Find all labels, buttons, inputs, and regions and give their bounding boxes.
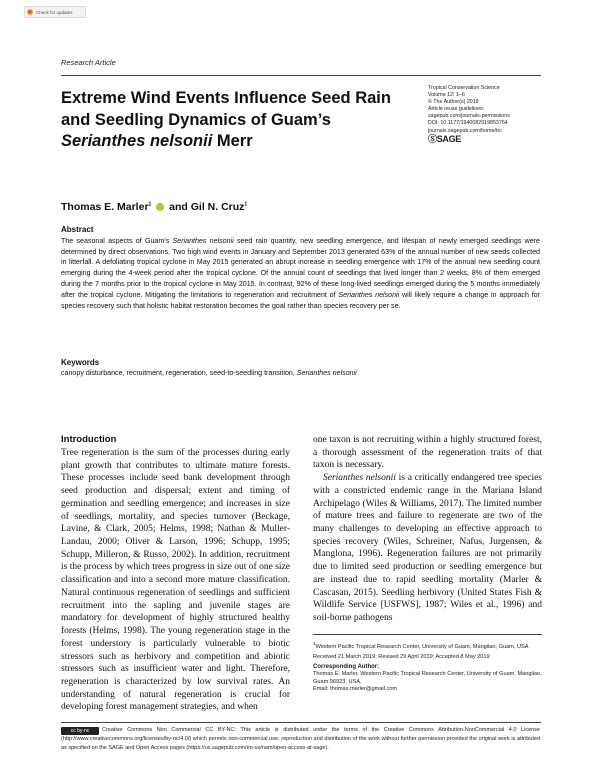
- email-link[interactable]: Email: thomas.marler@gmail.com: [313, 686, 398, 693]
- header-rule: [61, 75, 541, 76]
- authors-and: and: [169, 201, 188, 213]
- abstract-text: will likely require a change in approach for species recovery such that holistic habitat restoration becomes the goal rather than species recovery per se.: [61, 290, 540, 310]
- footnote-rule: [313, 634, 542, 635]
- orcid-icon[interactable]: [156, 203, 164, 211]
- article-type: Research Article: [61, 58, 116, 67]
- sage-logo: ⓈSAGE: [428, 133, 462, 144]
- license-notice: [61, 726, 540, 752]
- cc-by-nc-icon[interactable]: cc by-nc: [61, 727, 99, 735]
- author-name: Thomas E. Marler: [61, 201, 149, 213]
- abstract-species: Serianthes nelsonii: [338, 290, 400, 299]
- keywords-heading: Keywords: [61, 358, 100, 367]
- journal-name: Tropical Conservation Science: [428, 85, 500, 91]
- journal-volume: Volume 12: 1–6: [428, 92, 465, 99]
- title-text: Extreme Wind Events Influence Seed Rain and Seedling Dynamics of Guam’s: [61, 89, 391, 129]
- license-rule: [61, 722, 541, 723]
- keywords-text: canopy disturbance, recruitment, regeneration, seed-to-seedling transition,: [61, 369, 297, 377]
- affiliation: Western Pacific Tropical Research Center, University of Guam, Mangilao, Guam, USA: [315, 643, 529, 650]
- abstract-heading: Abstract: [61, 225, 94, 234]
- crossmark-icon: [27, 9, 33, 15]
- check-updates-label: Check for updates: [36, 9, 73, 15]
- paragraph-text: is a critically endangered tree species with a constricted endemic range in the Mariana Island Archipelago (Wiles & Williams, 2017). The limited number of mature trees and failure to regenerate are two of the many challenges to developing an effective approach to species recovery (Wiles, Schreiner, Nafus, Jurgensen, & Manglona, 1996). Regeneration failures are not primarily due to limited seed production or seedling emergence but are instead due to rapid seedling mortality (Marler & Cascasan, 2015). Seedling herbivory (United States Fish & Wildlife Service [USFWS], 1987; Wiles et al., 1996) and soil-borne pathogens: [313, 473, 542, 624]
- reuse-link[interactable]: sagepub.com/journals-permissions: [428, 113, 510, 120]
- abstract-text: The seasonal aspects of Guam’s: [61, 236, 173, 245]
- check-for-updates-button[interactable]: [24, 6, 86, 18]
- article-dates: Received 21 March 2019; Revised 29 April 2019; Accepted 8 May 2019: [313, 653, 490, 660]
- left-column: [61, 447, 290, 714]
- title-species: Serianthes nelsonii: [61, 132, 213, 150]
- reuse-label: Article reuse guidelines:: [428, 106, 485, 113]
- introduction-heading: Introduction: [61, 434, 117, 445]
- author-affiliation-sup: 1: [148, 201, 152, 208]
- journal-info: [428, 85, 510, 143]
- journal-home-link[interactable]: journals.sagepub.com/home/trc: [428, 127, 502, 134]
- body-paragraph: [313, 472, 542, 625]
- author-name: Gil N. Cruz: [190, 201, 245, 213]
- doi-link[interactable]: DOI: 10.1177/1940082919853764: [428, 120, 508, 127]
- abstract-text: seed rain quantity, new seedling emergence, and lifespan of newly emerged seedlings were determined by direct observations. Two high wind events in January and September 2013 generated 63% of the annual number of new seeds collected in litterfall. A defoliating tropical cyclone in May 2015 generated an abrupt increase in seedling emergence with 17% of the annual new seedling count emerging during the 4-week period after the tropical cyclone. Of the annual count of seedlings that lived longer than 2 weeks, 8% of them emerged during the 7 months prior to the tropical cyclone in May 2015. In contrast, 92% of these long-lived seedlings emerged during the 5 months immediately after the tropical cyclone. Mitigating the limitations to regeneration and recruitment of: [61, 236, 540, 299]
- article-title: [61, 88, 401, 153]
- body-paragraph: one taxon is not recruiting within a highly structured forest, a thorough assessment of the regeneration traits of that taxon is necessary.: [313, 435, 542, 471]
- publisher-name: SAGE: [436, 133, 462, 144]
- journal-copyright: © The Author(s) 2019: [428, 99, 479, 106]
- keywords: [61, 357, 540, 379]
- species-name: Serianthes nelsonii: [323, 473, 396, 484]
- author-list: [61, 201, 247, 213]
- body-paragraph: Tree regeneration is the sum of the processes during early plant growth that contributes to ultimate mature forests. These processes include seed bank development through seed production and dispersal; extent and timing of germination and seedling emergence; and increases in size of seedlings, mortality, and species turnover (Beckage, Lavine, & Clark, 2005; Helms, 1998; Nathan & Muller-Landau, 2000; Oliver & Larson, 1996; Schupp, 1995; Schupp, Milleron, & Russo, 2002). In addition, recruitment is the process by which trees progress in size out of one size classification and into a second more mature classification. Natural continuous regeneration of seedlings and sufficient recruitment into the sapling and juvenile stages are mandatory for development of highly structured healthy forests (Helms, 1998). The young regeneration stage in the forest understory is particularly vulnerable to biotic stressors such as herbivory and competition and abiotic stressors such as insufficient water and light. Therefore, regeneration is characterized by low survival rates. An understanding of natural regeneration is crucial for developing forest management strategies, and when: [61, 448, 290, 713]
- abstract: [61, 225, 540, 311]
- author-affiliation-sup: 1: [244, 201, 248, 208]
- title-suffix: Merr: [212, 132, 253, 150]
- footnotes: [313, 640, 542, 693]
- right-column: [313, 434, 542, 624]
- keywords-species: Serianthes nelsonii: [296, 369, 357, 377]
- corresponding-author-heading: Corresponding Author:: [313, 663, 380, 670]
- abstract-species: Serianthes nelsonii: [172, 236, 234, 245]
- affiliation-sup: 1: [313, 641, 316, 646]
- corresponding-author: Thomas E. Marler, Western Pacific Tropical Research Center, University of Guam, Mangilao, Guam 96923, USA.: [313, 671, 542, 685]
- license-text: Creative Commons Non Commercial CC BY-NC: This article is distributed under the terms of the Creative Commons Attribution-NonCommercial 4.0 License (http://www.creativecommons.org/licenses/by-nc/4.0/) which permits non-commercial use, reproduction and distribution of the work without further permission provided the original work is attributed as specified on the SAGE and Open Access pages (https://us.sagepub.com/en-us/nam/open-access-at-sage).: [61, 727, 540, 751]
